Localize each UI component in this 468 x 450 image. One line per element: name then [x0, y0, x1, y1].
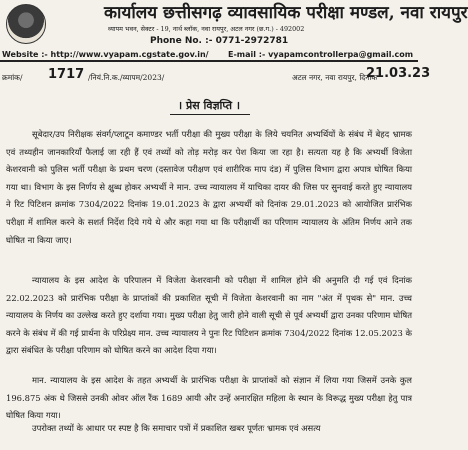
- body-paragraph-2: न्यायालय के इस आदेश के परिपालन में विजेता केशरवानी को परीक्षा में शामिल होने की अनुमति दी गई एवं दिनांक 22.02.2023 को प्रारंभिक परीक्षा के प्राप्तांकों की प्रकाशित सूची में विजेता केशरवानी का नाम "अंत में पृथक से" मान. उच्च न्यायालय के निर्णय का उल्लेख करते हुए दर्शाया गया। मुख्य परीक्षा हेतु जारी होने वाली सूची से पूर्व अभ्यर्थी द्वारा उनका परिणाम घोषित करने के संबंध में की गई प्रार्थना के परिप्रेक्ष्य मान. उच्च न्यायालय ने पुनः रिट पिटिशन क्रमांक 7304/2022 दिनांक 12.05.2023 के द्वारा संबंधित के परीक्षा परिणाम को घोषित करने का आदेश दिया गया।: [6, 275, 412, 356]
- phone-number: Phone No. :- 0771-2972781: [150, 36, 289, 46]
- letterhead: [0, 0, 468, 60]
- reference-suffix: /नियं.नि.क./व्यापम/2023/: [88, 73, 165, 82]
- body-paragraph-3: मान. न्यायालय के इस आदेश के तहत अभ्यर्थी के प्रारंभिक परीक्षा के प्राप्तांकों को संज्ञान में लिया गया जिसमें उनके कुल 196.875 अंक थे जिससे उनकी ओवर ऑल रैंक 1689 आयी और उन्हें अनारक्षित महिला के स्थान के विरूद्ध मुख्य परीक्षा हेतु पात्र घोषित किया गया।: [6, 375, 412, 421]
- website-link[interactable]: Website :- http://www.vyapam.cgstate.gov.in/: [2, 50, 209, 59]
- organization-title: कार्यालय छत्तीसगढ़ व्यावसायिक परीक्षा मण्डल, नवा रायपुर: [104, 3, 468, 23]
- date-prefix: अटल नगर, नवा रायपुर, दिनांक: [292, 73, 378, 82]
- issue-date: 21.03.23: [366, 66, 431, 81]
- body-paragraph-1: सूबेदार/उप निरीक्षक संवर्ग/प्लाटून कमाण्डर भर्ती परीक्षा की मुख्य परीक्षा के लिये चयनित अभ्यर्थियों के संबंध में बेहद भ्रामक एवं तथ्यहीन जानकारियाँ फैलाई जा रही हैं एवं तथ्यों को तोड़ मरोड़ कर पेश किया जा रहा है। सत्यता यह है कि अभ्यर्थी विजेता केशरवानी को पुलिस भर्ती परीक्षा के प्रथम चरण (दस्तावेज परीक्षण एवं शारीरिक माप दंड) में पुलिस विभाग द्वारा अपात्र घोषित किया गया था। विभाग के इस निर्णय से क्षुब्ध होकर अभ्यर्थी ने मान. उच्च न्यायालय में याचिका दायर की जिस पर सुनवाई करते हुए न्यायालय ने रिट पिटिशन क्रमांक 7304/2022 दिनांक 19.01.2023 के द्वारा अभ्यर्थी को दिनांक 29.01.2023 को आयोजित प्रारंभिक परीक्षा में शामिल करने के सशर्त निर्देश दिये गये थे और कहा गया था कि परीक्षार्थी का परिणाम न्यायालय के अंतिम निर्णय आने तक घोषित ना किया जाए।: [6, 129, 412, 245]
- reference-number: 1717: [48, 67, 85, 82]
- reference-prefix: क्रमांक/: [2, 73, 23, 82]
- title-underline: [170, 114, 250, 115]
- press-release-title: । प्रेस विज्ञप्ति ।: [177, 99, 241, 112]
- board-emblem-logo: [6, 4, 46, 44]
- email-link[interactable]: E-mail :- vyapamcontrollerpa@gmail.com: [228, 50, 414, 59]
- body-paragraph-4: उपरोक्त तथ्यों के आधार पर स्पष्ट है कि समाचार पत्रों में प्रकाशित खबर पूर्णतः भ्रामक एवं असत्य: [32, 423, 321, 433]
- reference-line: [2, 66, 431, 86]
- header-divider: [0, 60, 418, 62]
- contact-line: [2, 50, 416, 59]
- office-address: व्यापम भवन, सेक्टर - 19, नार्थ ब्लॉक, नवा रायपुर, अटल नगर (छ.ग.) - 492002: [108, 25, 305, 33]
